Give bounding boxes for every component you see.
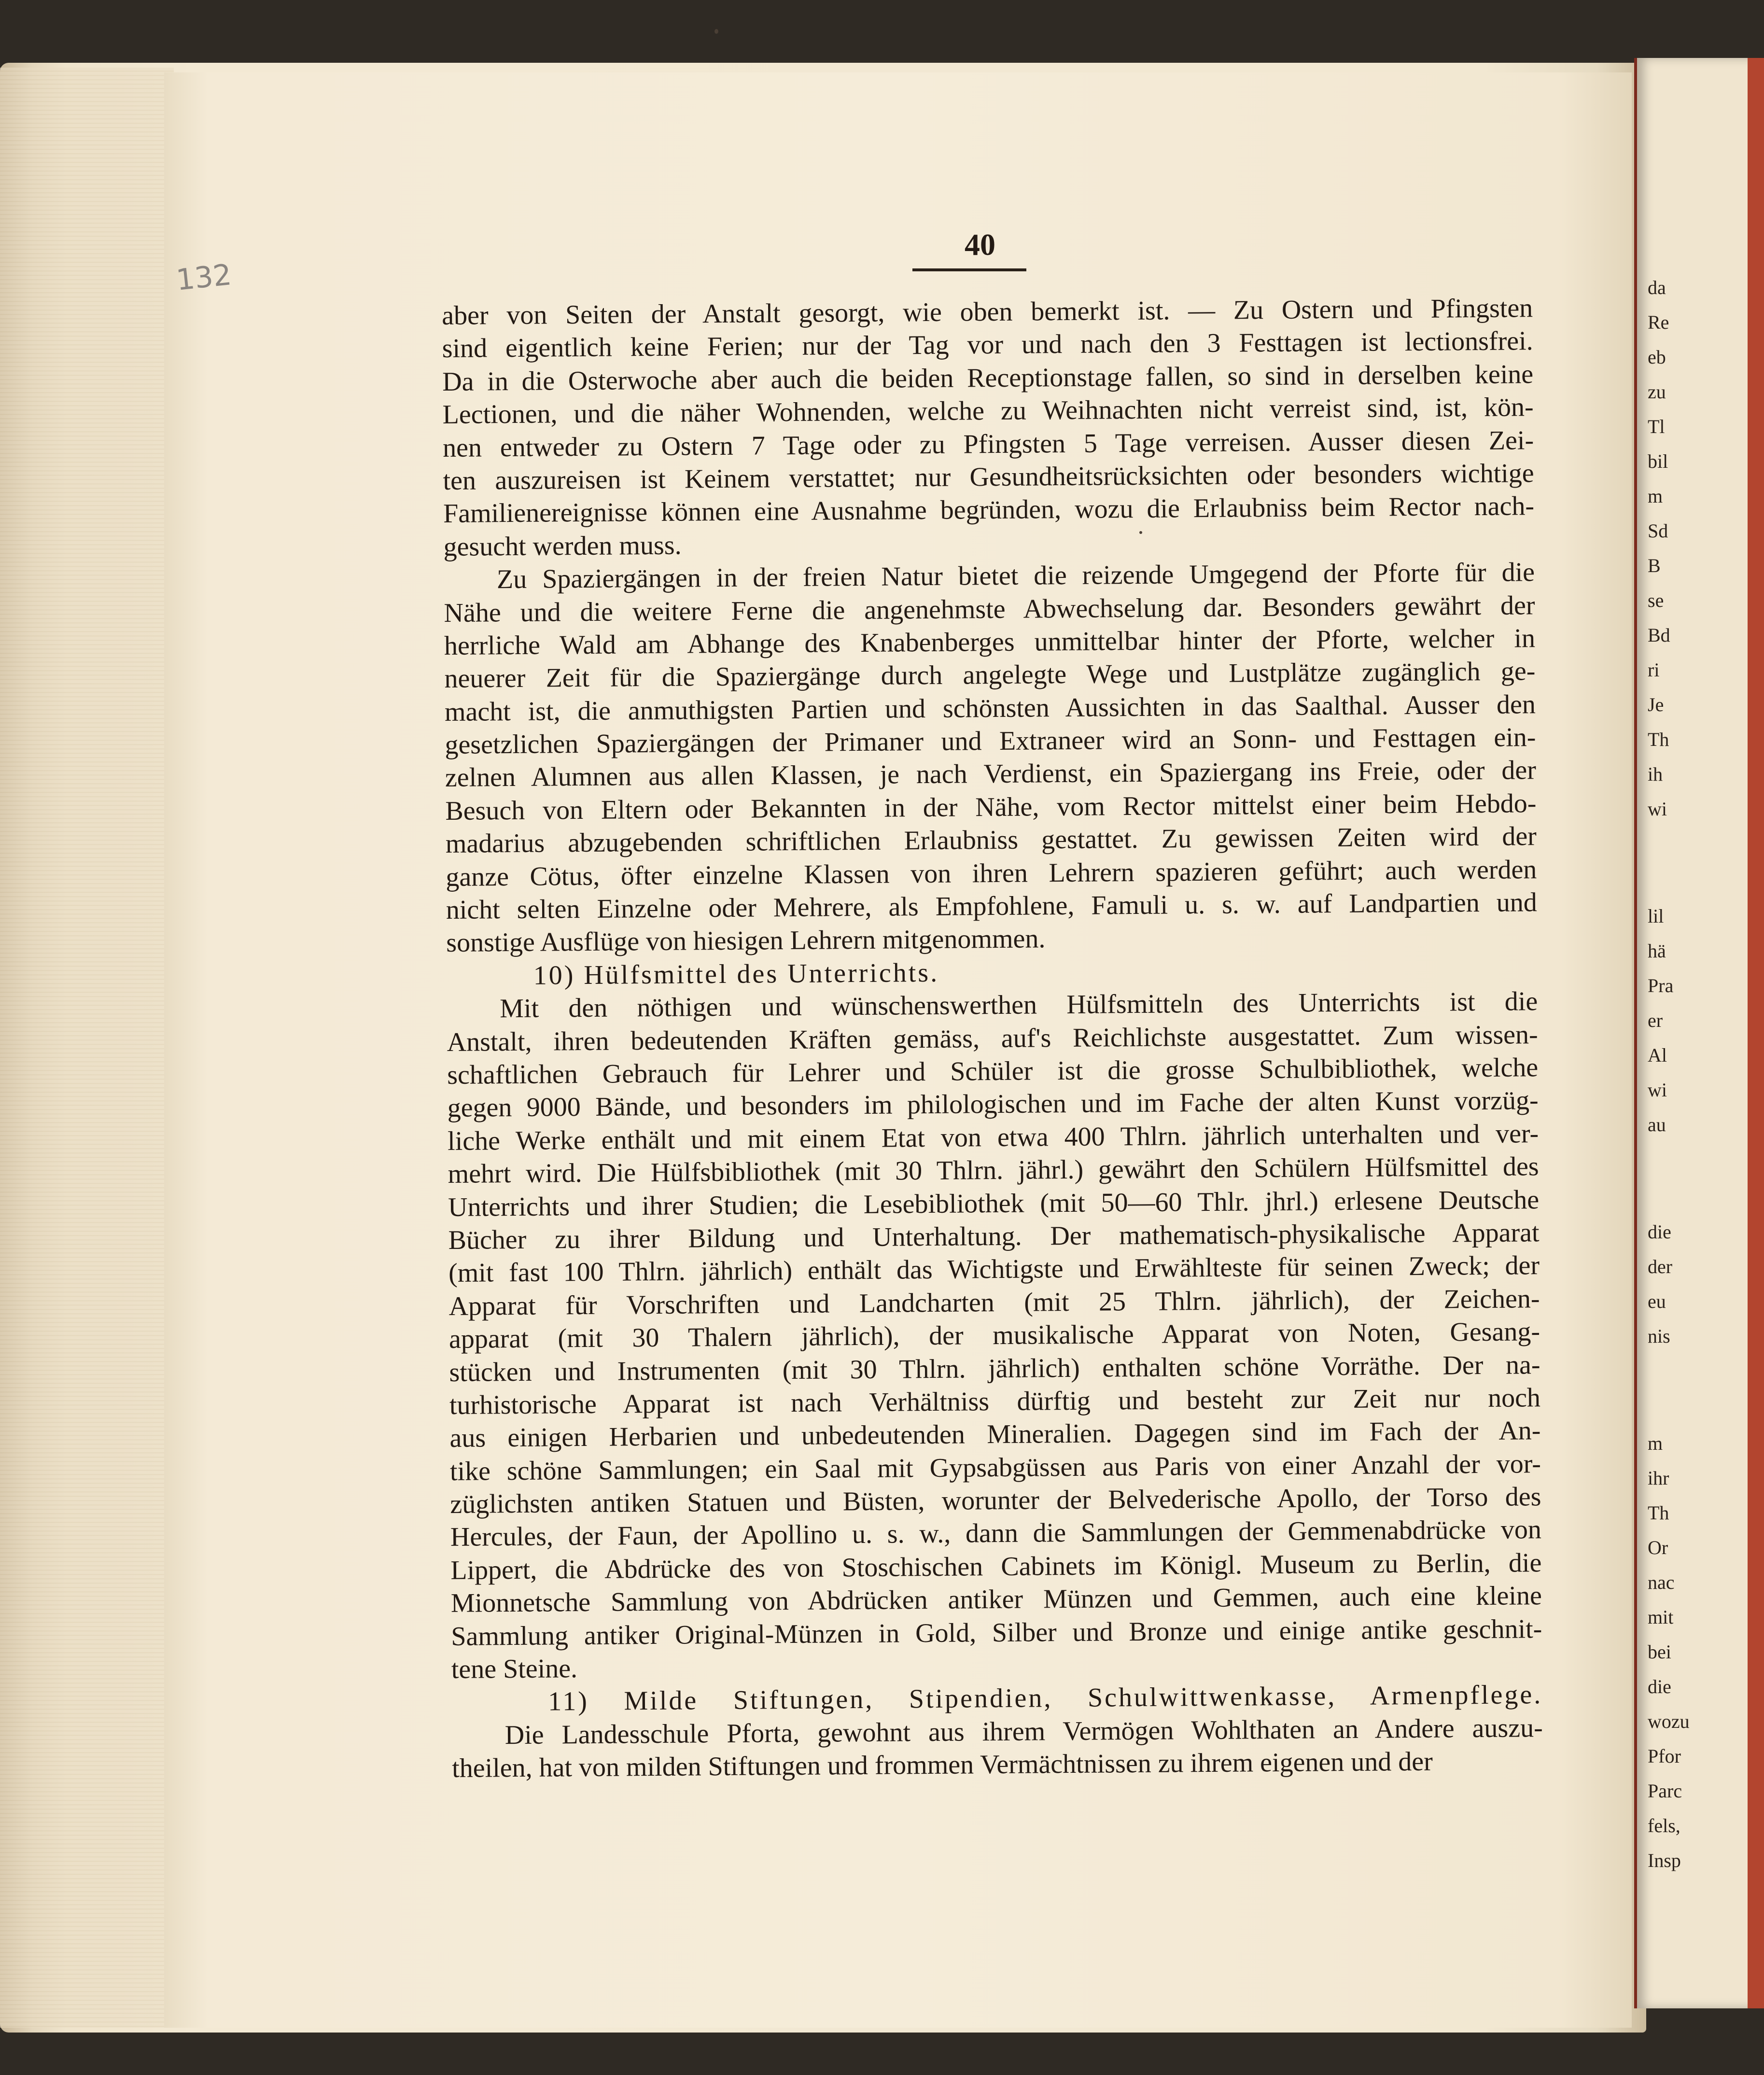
fragment-text: Th <box>1648 1502 1669 1524</box>
text-line: Nähe und die weitere Ferne die angenehmste Abwechselung dar. Besonders gewährt der <box>444 590 1535 628</box>
text-line: Mit den nöthigen und wünschenswerthen Hülfsmitteln des Unterrichts ist die <box>500 986 1538 1024</box>
fragment-text: nis <box>1648 1325 1670 1347</box>
text-line: Besuch von Eltern oder Bekannten in der Nähe, vom Rector mittelst einer beim Hebdo- <box>445 788 1537 826</box>
text-line: herrliche Wald am Abhange des Knabenberges unmittelbar hinter der Pforte, welcher in <box>444 623 1536 661</box>
fragment-text: Pra <box>1648 975 1674 996</box>
fragment-text: Re <box>1648 311 1669 333</box>
text-line: nicht selten Einzelne oder Mehrere, als Empfohlene, Famuli u. s. w. auf Landpartien und <box>446 887 1537 925</box>
text-line: tike schöne Sammlungen; ein Saal mit Gypsabgüssen aus Paris von einer Anzahl der vor- <box>449 1448 1541 1486</box>
text-line: Sammlung antiker Original-Münzen in Gold, Silber und Bronze und einige antike geschnit- <box>451 1613 1542 1652</box>
text-line: Mionnetsche Sammlung von Abdrücken antiker Münzen und Gemmen, auch eine kleine <box>450 1581 1542 1619</box>
text-line: sonstige Ausflüge von hiesigen Lehrern mitgenommen. <box>446 924 1046 958</box>
text-line: macht ist, die anmuthigsten Partien und schönsten Aussichten in das Saalthal. Ausser den <box>444 689 1536 727</box>
fragment-text: wozu <box>1648 1710 1690 1732</box>
fragment-text <box>1648 827 1744 899</box>
fragment-text: eb <box>1648 346 1666 368</box>
fragment-text: Insp <box>1648 1850 1681 1871</box>
text-line: turhistorische Apparat ist nach Verhältniss dürftig und besteht zur Zeit nur noch <box>449 1383 1541 1420</box>
dust-speck <box>1139 531 1142 534</box>
fragment-text: Je <box>1648 694 1664 715</box>
text-line: neuerer Zeit für die Spaziergänge durch angelegte Wege und Lustplätze zugänglich ge- <box>444 656 1536 694</box>
fragment-text: au <box>1648 1114 1666 1136</box>
fragment-text: zu <box>1648 381 1666 403</box>
adjacent-volume <box>1634 58 1764 2008</box>
text-line: schaftlichen Gebrauch für Lehrer und Schüler ist die grosse Schulbibliothek, welche <box>447 1052 1539 1090</box>
body-text <box>442 292 1543 1785</box>
fragment-text: Bd <box>1648 624 1670 646</box>
fragment-text: lil <box>1648 905 1664 927</box>
fragment-text: die <box>1648 1676 1671 1697</box>
red-page-edge <box>1748 58 1764 2008</box>
fragment-text: mit <box>1648 1606 1674 1628</box>
text-line: gesucht werden muss. <box>443 530 682 562</box>
text-line: ten auszureisen ist Keinem verstattet; nur Gesundheitsrücksichten oder besonders wichtige <box>443 458 1534 496</box>
text-line: mehrt wird. Die Hülfsbibliothek (mit 30 Thlrn. jährl.) gewährt den Schülern Hülfsmittel des <box>448 1151 1539 1190</box>
fragment-text: bil <box>1648 450 1668 472</box>
fragment-text: der <box>1648 1256 1673 1277</box>
fragment-text: er <box>1648 1009 1663 1031</box>
fragment-text: m <box>1648 1432 1663 1454</box>
text-line: Familienereignisse können eine Ausnahme begründen, wozu die Erlaubniss beim Rector nach- <box>443 491 1535 529</box>
fragment-text: nac <box>1648 1571 1675 1593</box>
fragment-text: fels, <box>1648 1815 1680 1837</box>
fragment-text: se <box>1648 589 1664 611</box>
section-heading: 10) Hülfsmittel des Unterrichts. <box>533 957 939 991</box>
text-line: madarius abzugebenden schriftlichen Erlaubniss gestattet. Zu gewissen Zeiten wird der <box>445 821 1537 859</box>
text-line: liche Werke enthält und mit einem Etat von etwa 400 Thlrn. jährlich unterhalten und ver- <box>447 1118 1539 1156</box>
text-line: zelnen Alumnen aus allen Klassen, je nach Verdienst, ein Spaziergang ins Freie, oder der <box>445 755 1537 793</box>
margin-note: 132 <box>174 258 233 297</box>
fragment-text: hä <box>1648 940 1666 962</box>
text-line: theilen, hat von milden Stiftungen und frommen Vermächtnissen zu ihrem eigenen und der <box>452 1746 1433 1784</box>
fragment-text <box>1648 1142 1744 1215</box>
text-line: Bücher zu ihrer Bildung und Unterhaltung. Der mathematisch-physikalische Apparat <box>448 1218 1540 1255</box>
text-line: gegen 9000 Bände, und besonders im philologischen und im Fache der alten Kunst vorzüg- <box>447 1085 1539 1123</box>
fragment-text: ih <box>1648 763 1663 785</box>
text-line: sind eigentlich keine Ferien; nur der Tag vor und nach den 3 Festtagen ist lectionsfrei. <box>442 326 1533 364</box>
fragment-text: Th <box>1648 729 1669 750</box>
page-edges <box>0 68 174 2028</box>
text-line: ganze Cötus, öfter einzelne Klassen von ihren Lehrern spazieren geführt; auch werden <box>446 854 1537 892</box>
text-line: nen entweder zu Ostern 7 Tage oder zu Pfingsten 5 Tage verreisen. Ausser diesen Zei- <box>442 425 1534 463</box>
dust-speck <box>714 29 718 34</box>
text-line: Lectionen, und die näher Wohnenden, welche zu Weihnachten nicht verreist sind, ist, kön- <box>442 392 1534 430</box>
fragment-text: Or <box>1648 1537 1668 1558</box>
fragment-text: Tl <box>1648 416 1665 437</box>
fragment-text: Parc <box>1648 1780 1682 1802</box>
text-line: Unterrichts und ihrer Studien; die Lesebibliothek (mit 50—60 Thlr. jhrl.) erlesene Deutsche <box>448 1184 1540 1222</box>
text-line: apparat (mit 30 Thalern jährlich), der musikalische Apparat von Noten, Gesang- <box>448 1317 1540 1355</box>
text-line: Apparat für Vorschriften und Landcharten (mit 25 Thlrn. jährlich), der Zeichen- <box>448 1283 1540 1321</box>
fragment-text: ri <box>1648 659 1660 681</box>
text-line: Zu Spaziergängen in der freien Natur bietet die reizende Umgegend der Pforte für die <box>496 557 1535 595</box>
text-line: (mit fast 100 Thlrn. jährlich) enthält das Wichtigste und Erwählteste für seinen Zweck; der <box>448 1250 1540 1289</box>
adjacent-page-text <box>1648 270 1744 1878</box>
text-line: Hercules, der Faun, der Apollino u. s. w., dann die Sammlungen der Gemmenabdrücke von <box>450 1514 1542 1553</box>
fragment-text: Al <box>1648 1044 1667 1066</box>
fragment-text: wi <box>1648 798 1667 820</box>
fragment-text: B <box>1648 555 1661 576</box>
text-line: tene Steine. <box>451 1654 578 1684</box>
text-line: Lippert, die Abdrücke des von Stoschischen Cabinets im Königl. Museum zu Berlin, die <box>450 1548 1542 1585</box>
text-line: aus einigen Herbarien und unbedeutenden Mineralien. Dagegen sind im Fach der An- <box>449 1416 1541 1454</box>
text-line: stücken und Instrumenten (mit 30 Thlrn. jährlich) enthalten schöne Vorräthe. Der na- <box>449 1349 1540 1388</box>
fragment-text <box>1648 1354 1744 1426</box>
text-line: Da in die Osterwoche aber auch die beiden Receptionstage fallen, so sind in derselben keine <box>442 359 1534 397</box>
fragment-text: die <box>1648 1221 1671 1243</box>
text-line: gesetzlichen Spaziergängen der Primaner und Extraneer wird an Sonn- und Festtagen ein- <box>445 722 1536 760</box>
fragment-text: eu <box>1648 1290 1666 1312</box>
fragment-text: da <box>1648 277 1666 298</box>
fragment-text: Sd <box>1648 520 1668 542</box>
text-line: aber von Seiten der Anstalt gesorgt, wie oben bemerkt ist. — Zu Ostern und Pfingsten <box>442 293 1533 331</box>
page-number: 40 <box>965 227 995 262</box>
fragment-text: wi <box>1648 1079 1667 1101</box>
text-line: Anstalt, ihren bedeutenden Kräften gemäss, auf's Reichlichste ausgestattet. Zum wissen- <box>447 1019 1538 1057</box>
fragment-text: ihr <box>1648 1467 1669 1489</box>
text-line: Die Landesschule Pforta, gewohnt aus ihrem Vermögen Wohlthaten an Andere auszu- <box>504 1712 1543 1750</box>
text-line: züglichsten antiken Statuen und Büsten, worunter der Belvederische Apollo, der Torso des <box>450 1482 1541 1520</box>
page-number-rule <box>912 268 1026 271</box>
section-heading: 11) Milde Stiftungen, Stipendien, Schulwittwenkasse, Armenpflege. <box>548 1680 1543 1717</box>
fragment-text: bei <box>1648 1641 1671 1663</box>
fragment-text: Pfor <box>1648 1745 1681 1767</box>
fragment-text: m <box>1648 485 1663 507</box>
